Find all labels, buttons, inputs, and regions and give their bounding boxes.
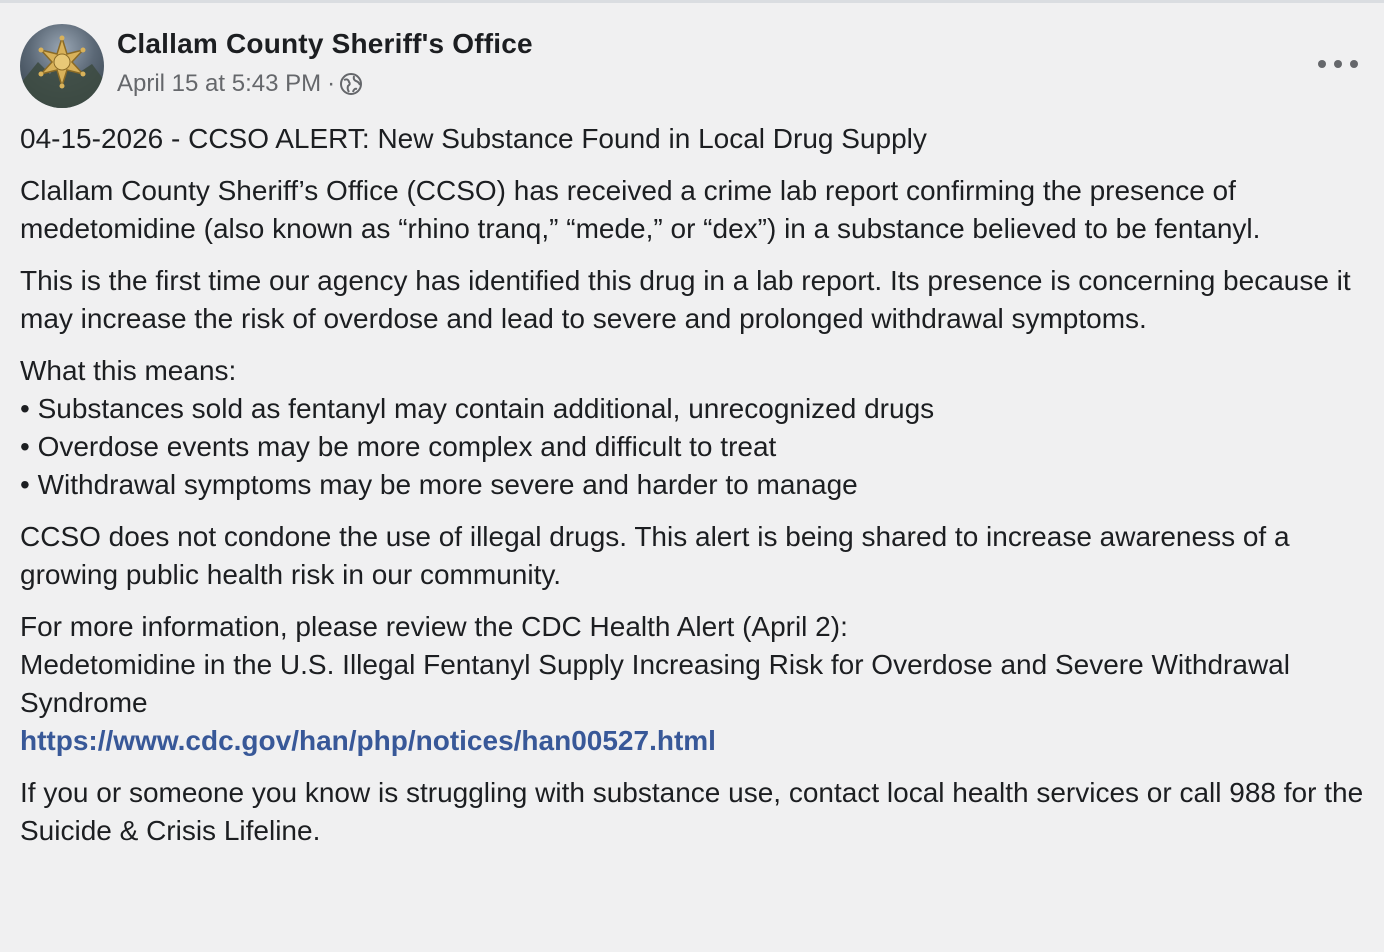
post-headline: 04-15-2026 - CCSO ALERT: New Substance Found in Local Drug Supply [20,123,927,154]
info-title: Medetomidine in the U.S. Illegal Fentanyl Supply Increasing Risk for Overdose and Severe Withdrawal Syndrome [20,649,1290,718]
page-name[interactable]: Clallam County Sheriff's Office [117,28,533,59]
more-options-icon[interactable] [1318,52,1358,76]
post-timestamp[interactable]: April 15 at 5:43 PM [117,70,322,97]
info-intro: For more information, please review the CDC Health Alert (April 2): [20,611,848,642]
post-header [20,24,1364,108]
more-dot [1318,60,1326,68]
post-paragraph-1: Clallam County Sheriff’s Office (CCSO) has received a crime lab report confirming the presence of medetomidine (also known as “rhino tranq,” “mede,” or “dex”) in a substance believed to be fentanyl. [20,175,1261,244]
bullet-item: • Withdrawal symptoms may be more severe and harder to manage [20,469,858,500]
avatar[interactable] [20,24,104,108]
info-section [20,608,1370,760]
bullet-item: • Substances sold as fentanyl may contain additional, unrecognized drugs [20,393,935,424]
post-paragraph-4: If you or someone you know is struggling with substance use, contact local health services or call 988 for the Suicide & Crisis Lifeline. [20,777,1364,846]
more-dot [1334,60,1342,68]
means-heading: What this means: [20,355,237,386]
meta-separator: · [327,70,336,97]
cdc-link[interactable]: https://www.cdc.gov/han/php/notices/han00527.html [20,725,716,756]
means-section [20,352,1370,504]
post-meta [117,70,363,100]
post-body [20,120,1370,864]
bullet-item: • Overdose events may be more complex and difficult to treat [20,431,777,462]
more-dot [1350,60,1358,68]
post-paragraph-2: This is the first time our agency has identified this drug in a lab report. Its presence is concerning because it may increase the risk of overdose and lead to severe and prolonged withdrawal symptoms. [20,265,1351,334]
sheriff-star-icon [20,24,104,108]
post-paragraph-3: CCSO does not condone the use of illegal drugs. This alert is being shared to increase awareness of a growing public health risk in our community. [20,521,1290,590]
globe-icon[interactable] [339,72,363,96]
